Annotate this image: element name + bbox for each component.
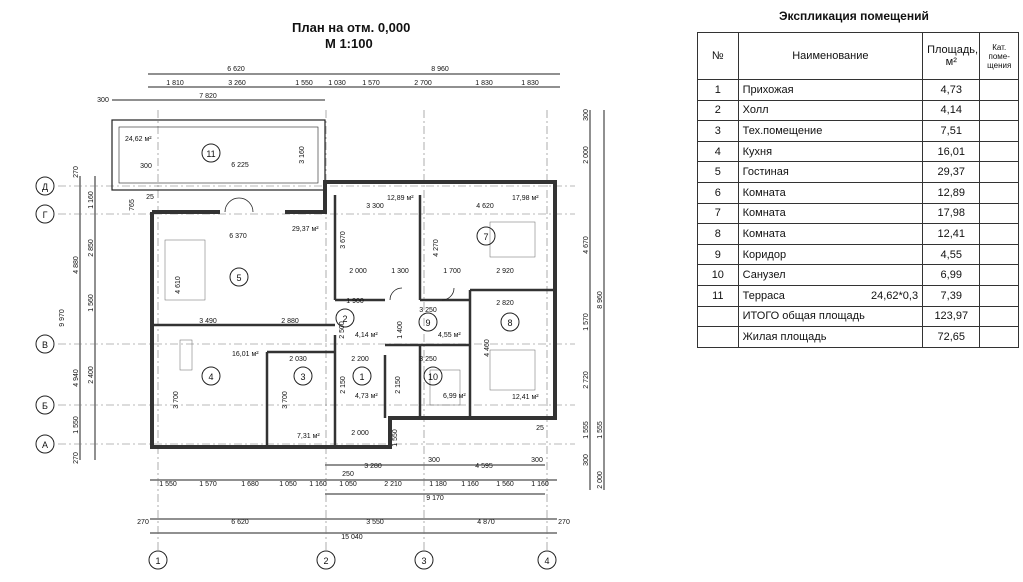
- dim-label: 3 160: [299, 146, 306, 164]
- dim-label: 2 200: [351, 356, 369, 363]
- dim-label: 4 880: [73, 256, 80, 274]
- dim-label: 1 160: [88, 191, 95, 209]
- dim-label: 3 550: [366, 519, 384, 526]
- axis-h-b: Б: [42, 401, 48, 411]
- dim-label: 270: [137, 519, 149, 526]
- dim-label: 25: [536, 425, 544, 432]
- room-area: 4,55 м²: [438, 332, 461, 339]
- dim-label: 4 610: [175, 276, 182, 294]
- dim-label: 1 160: [531, 481, 549, 488]
- row-cat: [980, 162, 1019, 183]
- row-num: [698, 306, 739, 327]
- room-area: 12,41 м²: [512, 394, 539, 401]
- axis-h-a: А: [41, 440, 49, 450]
- row-cat: [980, 265, 1019, 286]
- room-schedule-table: [697, 32, 1019, 348]
- row-name: [738, 265, 922, 286]
- row-area: 4,55: [923, 244, 980, 265]
- row-cat: [980, 285, 1019, 306]
- dim-label: 25: [146, 194, 154, 201]
- row-area: 17,98: [923, 203, 980, 224]
- row-area: 16,01: [923, 141, 980, 162]
- row-num: 1: [698, 80, 739, 101]
- dim-label: 2 000: [583, 146, 590, 164]
- row-name-text: Санузел: [742, 269, 786, 282]
- dim-label: 3 250: [419, 356, 437, 363]
- row-area: 6,99: [923, 265, 980, 286]
- room-number: 5: [236, 273, 242, 283]
- room-area: 4,14 м²: [355, 332, 378, 339]
- row-name-text: Тех.помещение: [742, 124, 823, 137]
- dim-label: 4 595: [475, 463, 493, 470]
- row-num: 4: [698, 141, 739, 162]
- plan-title: План на отм. 0,000: [292, 20, 411, 35]
- axis-h-v: В: [41, 340, 49, 350]
- dim-label: 3 670: [340, 231, 347, 249]
- table-row: [698, 182, 1019, 203]
- row-name: [738, 244, 922, 265]
- row-name-text: Гостиная: [742, 166, 789, 179]
- dim-label: 1 030: [328, 80, 346, 87]
- row-cat: [980, 182, 1019, 203]
- room-area: 7,31 м²: [297, 433, 320, 440]
- dim-label: 2 000: [351, 430, 369, 437]
- table-row: [698, 203, 1019, 224]
- dim-label: 2 700: [414, 80, 432, 87]
- header-cat: Кат. поме-щения: [980, 33, 1019, 80]
- dim-label: 9 170: [426, 495, 444, 502]
- row-area: 29,37: [923, 162, 980, 183]
- row-cat: [980, 306, 1019, 327]
- row-note: 24,62*0,3: [871, 289, 919, 302]
- dim-label: 300: [531, 457, 543, 464]
- dim-label: 2 000: [597, 471, 604, 489]
- dim-label: 3 300: [366, 203, 384, 210]
- dim-label: 1 680: [241, 481, 259, 488]
- row-name-text: Прихожая: [742, 83, 794, 96]
- row-name: [738, 100, 922, 121]
- room-number: 7: [483, 232, 489, 242]
- room-number: 11: [206, 149, 216, 159]
- row-name-text: Жилая площадь: [742, 330, 827, 343]
- dim-label: 4 620: [476, 203, 494, 210]
- room-area: 12,89 м²: [387, 195, 414, 202]
- table-row: [698, 265, 1019, 286]
- room-number: 9: [425, 318, 431, 328]
- dim-label: 300: [428, 457, 440, 464]
- row-cat: [980, 224, 1019, 245]
- dim-label: 6 620: [227, 66, 245, 73]
- row-num: [698, 327, 739, 348]
- dim-label: 1 830: [521, 80, 539, 87]
- room-area: 4,73 м²: [355, 393, 378, 400]
- room-area: 16,01 м²: [232, 351, 259, 358]
- room-area: 24,62 м²: [125, 136, 152, 143]
- row-area: 7,51: [923, 121, 980, 142]
- row-name: [738, 162, 922, 183]
- row-num: 5: [698, 162, 739, 183]
- dim-label: 2 000: [349, 268, 367, 275]
- dim-label: 2 720: [583, 371, 590, 389]
- row-area: 4,73: [923, 80, 980, 101]
- row-name-text: Комната: [742, 207, 786, 220]
- axis-v-2: 2: [323, 556, 329, 566]
- row-name: [738, 203, 922, 224]
- dim-label: 2 210: [384, 481, 402, 488]
- row-cat: [980, 327, 1019, 348]
- row-name: [738, 224, 922, 245]
- dim-label: 3 260: [228, 80, 246, 87]
- row-cat: [980, 121, 1019, 142]
- dim-label: 2 030: [289, 356, 307, 363]
- dim-label: 300: [97, 97, 109, 104]
- dim-label: 4 940: [73, 369, 80, 387]
- dim-label: 300: [140, 163, 152, 170]
- dim-label: 2 920: [496, 268, 514, 275]
- row-name-text: Кухня: [742, 145, 773, 158]
- dim-label: 1 160: [461, 481, 479, 488]
- header-area: Площадь, м²: [923, 33, 980, 80]
- dim-label: 15 040: [341, 534, 363, 541]
- row-name-text: Холл: [742, 104, 769, 117]
- row-num: 6: [698, 182, 739, 203]
- dim-label: 765: [129, 199, 136, 211]
- table-row: [698, 100, 1019, 121]
- axis-v-4: 4: [544, 556, 550, 566]
- row-cat: [980, 244, 1019, 265]
- row-area: 72,65: [923, 327, 980, 348]
- dim-label: 1 160: [309, 481, 327, 488]
- row-num: 3: [698, 121, 739, 142]
- dim-label: 4 460: [484, 339, 491, 357]
- dim-label: 8 960: [431, 66, 449, 73]
- dim-label: 3 700: [282, 391, 289, 409]
- dim-label: 8 960: [597, 291, 604, 309]
- row-cat: [980, 141, 1019, 162]
- axis-h-d: Д: [41, 182, 49, 192]
- dim-label: 1 810: [166, 80, 184, 87]
- row-name: [738, 121, 922, 142]
- dim-label: 4 270: [433, 239, 440, 257]
- row-cat: [980, 203, 1019, 224]
- row-area: 4,14: [923, 100, 980, 121]
- dim-label: 2 880: [281, 318, 299, 325]
- row-name: [738, 182, 922, 203]
- row-name-text: Терраса: [742, 289, 785, 302]
- room-number: 3: [300, 372, 306, 382]
- row-name-text: Комната: [742, 186, 786, 199]
- dim-label: 270: [558, 519, 570, 526]
- room-number: 4: [208, 372, 214, 382]
- dim-label: 2 150: [395, 376, 402, 394]
- dim-label: 2 400: [88, 366, 95, 384]
- table-row: [698, 285, 1019, 306]
- dim-label: 2 850: [88, 239, 95, 257]
- dim-label: 7 820: [199, 93, 217, 100]
- table-row: [698, 162, 1019, 183]
- dim-label: 1 560: [88, 294, 95, 312]
- dim-label: 6 225: [231, 162, 249, 169]
- dim-label: 1 550: [392, 429, 399, 447]
- dim-label: 4 870: [477, 519, 495, 526]
- table-row: [698, 141, 1019, 162]
- dim-label: 9 970: [59, 309, 66, 327]
- room-area: 17,98 м²: [512, 195, 539, 202]
- dim-label: 6 620: [231, 519, 249, 526]
- dim-label: 1 570: [362, 80, 380, 87]
- dim-label: 1 400: [397, 321, 404, 339]
- header-name: Наименование: [738, 33, 922, 80]
- row-num: 10: [698, 265, 739, 286]
- table-title: Экспликация помещений: [779, 9, 929, 23]
- row-cat: [980, 100, 1019, 121]
- dim-label: 2 820: [496, 300, 514, 307]
- row-name: [738, 80, 922, 101]
- row-num: 2: [698, 100, 739, 121]
- dim-label: 3 700: [173, 391, 180, 409]
- row-num: 11: [698, 285, 739, 306]
- row-area: 123,97: [923, 306, 980, 327]
- axis-v-1: 1: [155, 556, 161, 566]
- row-cat: [980, 80, 1019, 101]
- table-row: [698, 80, 1019, 101]
- row-name: [738, 141, 922, 162]
- dim-label: 270: [73, 166, 80, 178]
- dim-label: 1 050: [339, 481, 357, 488]
- dim-label: 300: [583, 454, 590, 466]
- dim-label: 3 490: [199, 318, 217, 325]
- dim-label: 1 300: [391, 268, 409, 275]
- room-number: 8: [507, 318, 513, 328]
- row-name: [738, 327, 922, 348]
- dim-label: 1 555: [597, 421, 604, 439]
- room-area: 6,99 м²: [443, 393, 466, 400]
- table-header-row: [698, 33, 1019, 80]
- dim-label: 1 570: [199, 481, 217, 488]
- dim-label: 3 280: [364, 463, 382, 470]
- dim-label: 1 830: [475, 80, 493, 87]
- row-name: [738, 285, 922, 306]
- row-area: 12,41: [923, 224, 980, 245]
- room-number: 2: [342, 314, 348, 324]
- axis-v-3: 3: [421, 556, 427, 566]
- row-area: 7,39: [923, 285, 980, 306]
- table-row: [698, 244, 1019, 265]
- dim-label: 6 370: [229, 233, 247, 240]
- plan-scale: М 1:100: [325, 36, 373, 51]
- dim-label: 1 550: [73, 416, 80, 434]
- dim-label: 1 550: [159, 481, 177, 488]
- dim-label: 4 670: [583, 236, 590, 254]
- room-number: 10: [427, 372, 439, 382]
- dim-label: 3 250: [419, 307, 437, 314]
- row-area: 12,89: [923, 182, 980, 203]
- dim-label: 1 700: [443, 268, 461, 275]
- row-name-text: Коридор: [742, 248, 787, 261]
- dim-label: 2 500: [339, 321, 346, 339]
- dim-label: 300: [583, 109, 590, 121]
- row-name-text: Комната: [742, 227, 786, 240]
- header-num: №: [698, 33, 739, 80]
- dim-label: 1 180: [429, 481, 447, 488]
- dim-label: 250: [342, 471, 354, 478]
- table-row: [698, 121, 1019, 142]
- dim-label: 1 050: [279, 481, 297, 488]
- dim-label: 1 570: [583, 313, 590, 331]
- row-num: 7: [698, 203, 739, 224]
- axis-h-g: Г: [42, 210, 48, 220]
- dim-label: 1 900: [346, 298, 364, 305]
- row-num: 8: [698, 224, 739, 245]
- room-area: 29,37 м²: [292, 226, 319, 233]
- row-name-text: ИТОГО общая площадь: [742, 310, 865, 323]
- dim-label: 270: [73, 452, 80, 464]
- row-name: [738, 306, 922, 327]
- dim-label: 1 550: [295, 80, 313, 87]
- table-row: [698, 327, 1019, 348]
- room-number: 1: [359, 372, 365, 382]
- table-row: [698, 224, 1019, 245]
- dim-label: 1 560: [496, 481, 514, 488]
- dim-label: 2 150: [340, 376, 347, 394]
- table-row: [698, 306, 1019, 327]
- dim-label: 1 555: [583, 421, 590, 439]
- row-num: 9: [698, 244, 739, 265]
